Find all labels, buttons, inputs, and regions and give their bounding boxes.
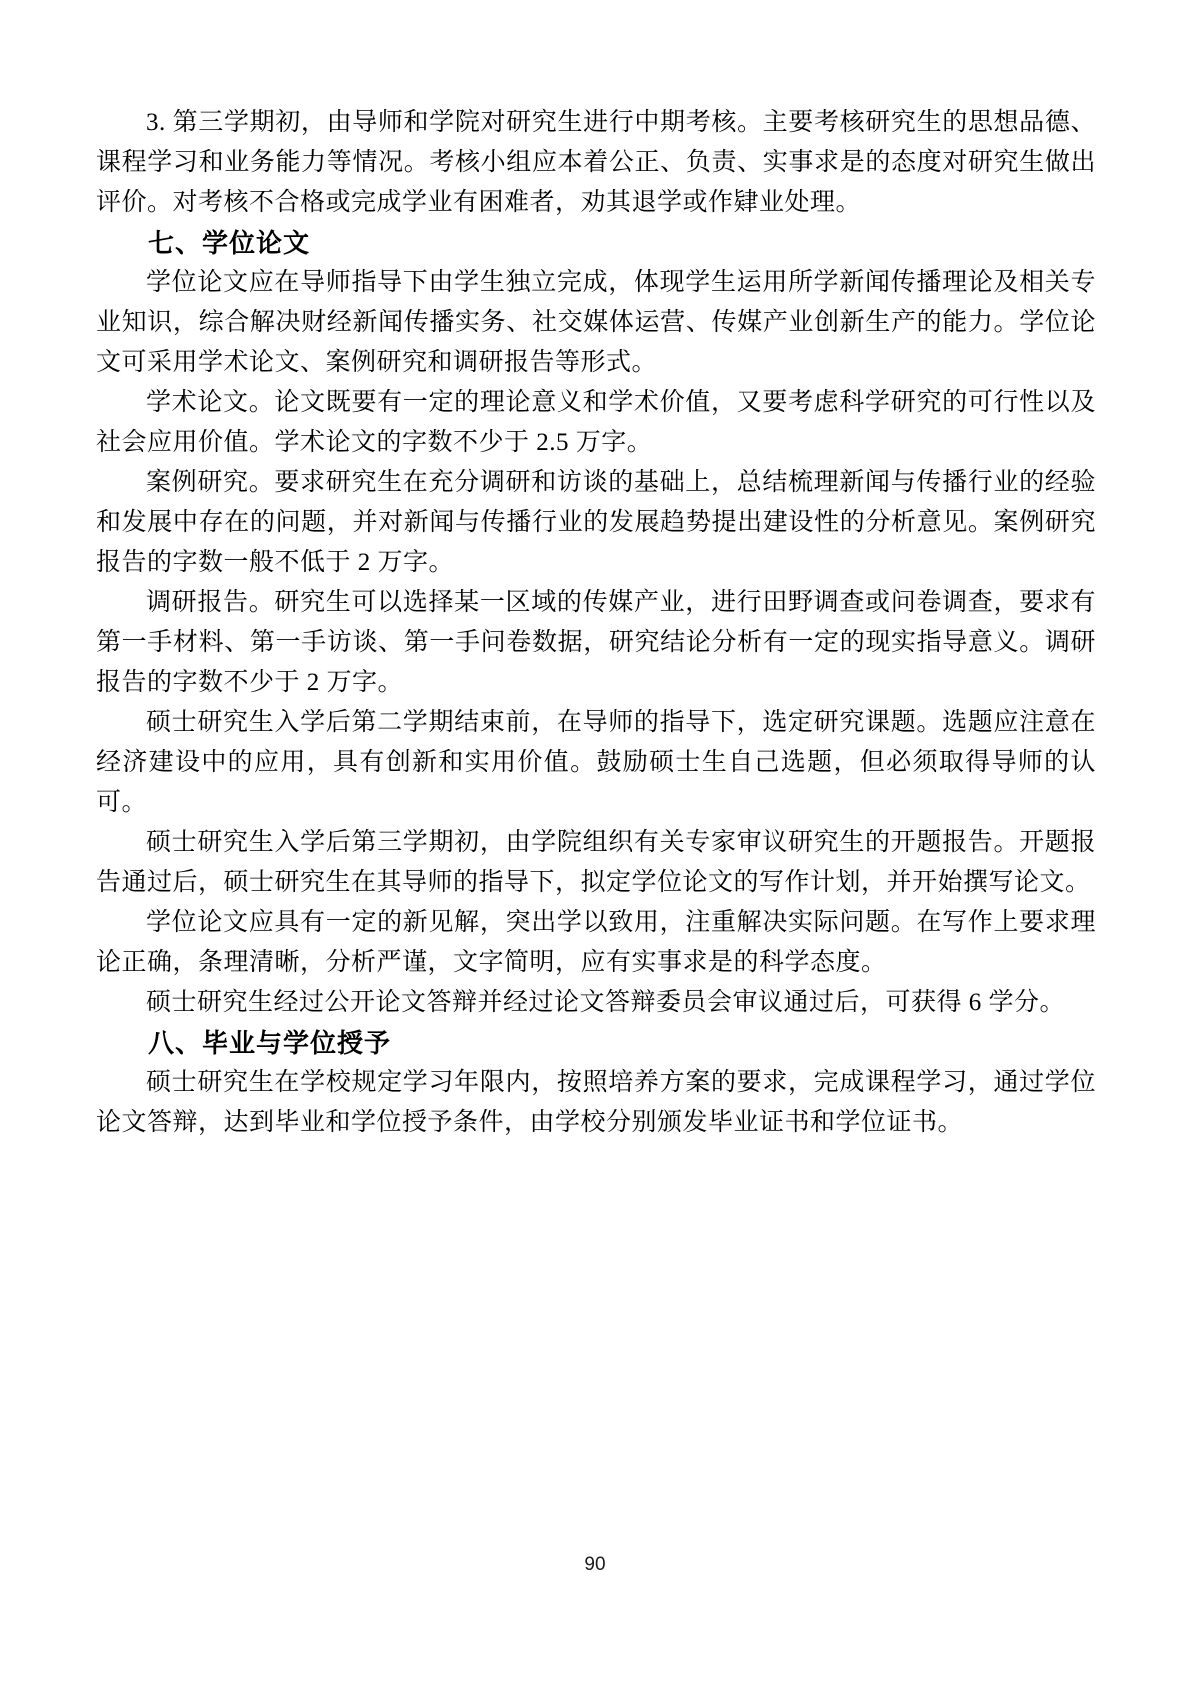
document-body xyxy=(96,103,1096,1143)
paragraph-academic-paper: 学术论文。论文既要有一定的理论意义和学术价值，又要考虑科学研究的可行性以及社会应用价值。学术论文的字数不少于 2.5 万字。 xyxy=(96,389,1096,456)
page-number: 90 xyxy=(584,1554,606,1575)
paragraph-thesis-requirements: 学位论文应具有一定的新见解，突出学以致用，注重解决实际问题。在写作上要求理论正确，条理清晰，分析严谨，文字简明，应有实事求是的科学态度。 xyxy=(96,909,1096,976)
paragraph-case-study: 案例研究。要求研究生在充分调研和访谈的基础上，总结梳理新闻与传播行业的经验和发展中存在的问题，并对新闻与传播行业的发展趋势提出建设性的分析意见。案例研究报告的字数一般不低于 2 万字。 xyxy=(96,469,1096,576)
paragraph-research-report: 调研报告。研究生可以选择某一区域的传媒产业，进行田野调查或问卷调查，要求有第一手材料、第一手访谈、第一手问卷数据，研究结论分析有一定的现实指导意义。调研报告的字数不少于 2 万字。 xyxy=(96,589,1096,696)
section-heading-degree-thesis: 七、学位论文 xyxy=(148,228,311,258)
paragraph-proposal-review: 硕士研究生入学后第三学期初，由学院组织有关专家审议研究生的开题报告。开题报告通过后，硕士研究生在其导师的指导下，拟定学位论文的写作计划，并开始撰写论文。 xyxy=(96,829,1096,896)
section-heading-graduation: 八、毕业与学位授予 xyxy=(148,1028,392,1058)
paragraph-graduation-degree: 硕士研究生在学校规定学习年限内，按照培养方案的要求，完成课程学习，通过学位论文答辩，达到毕业和学位授予条件，由学校分别颁发毕业证书和学位证书。 xyxy=(96,1069,1096,1136)
paragraph-thesis-overview: 学位论文应在导师指导下由学生独立完成，体现学生运用所学新闻传播理论及相关专业知识，综合解决财经新闻传播实务、社交媒体运营、传媒产业创新生产的能力。学位论文可采用学术论文、案例研究和调研报告等形式。 xyxy=(96,269,1096,376)
paragraph-topic-selection: 硕士研究生入学后第二学期结束前，在导师的指导下，选定研究课题。选题应注意在经济建设中的应用，具有创新和实用价值。鼓励硕士生自己选题，但必须取得导师的认可。 xyxy=(96,709,1096,816)
paragraph-defense-credits: 硕士研究生经过公开论文答辩并经过论文答辩委员会审议通过后，可获得 6 学分。 xyxy=(146,989,1066,1016)
paragraph-midterm-assessment: 3. 第三学期初，由导师和学院对研究生进行中期考核。主要考核研究生的思想品德、课程学习和业务能力等情况。考核小组应本着公正、负责、实事求是的态度对研究生做出评价。对考核不合格或完成学业有困难者，劝其退学或作肄业处理。 xyxy=(96,109,1096,216)
